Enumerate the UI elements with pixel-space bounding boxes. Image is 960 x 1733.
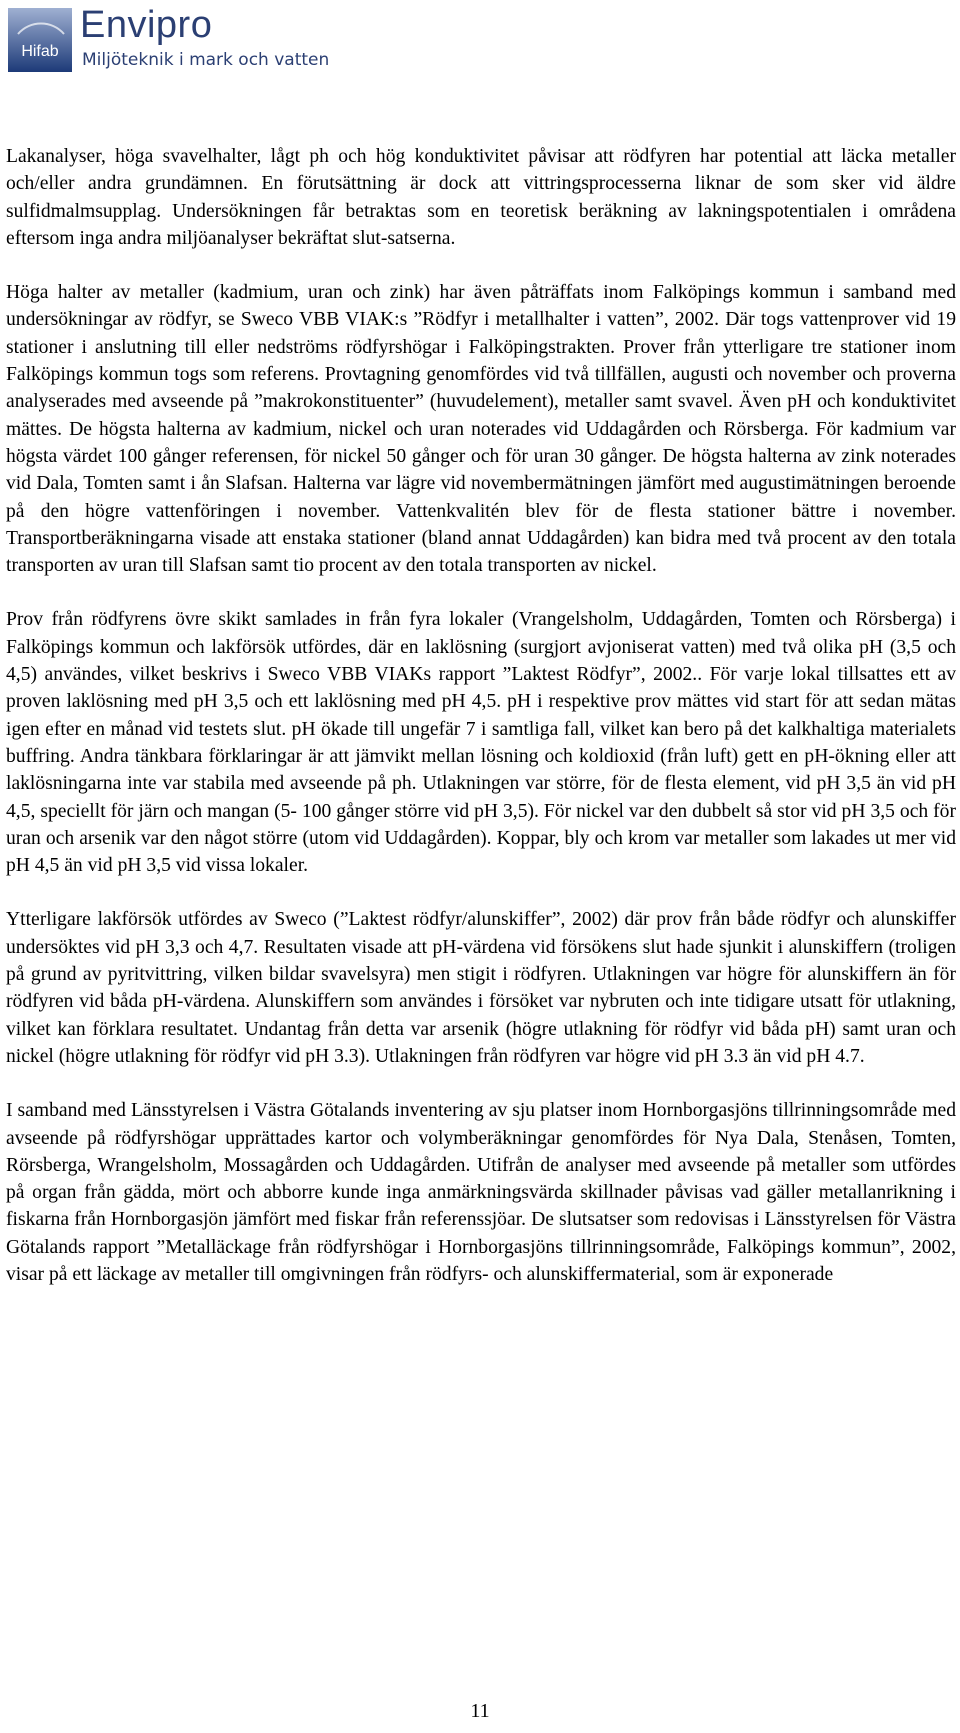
brand-name: Envipro [80,4,213,46]
paragraph-5: I samband med Länsstyrelsen i Västra Götalands inventering av sju platser inom Hornborgasjöns tillrinningsområde med avseende på rödfyrshögar upprättades kartor och volymberäkningar genomfördes för Nya Dala, Stenåsen, Tomten, Rörsberga, Wrangelsholm, Mossagården och Uddagården. Utifrån de analyser med avseende på metaller som utfördes på organ från gädda, mört och abborre kunde inga anmärkningsvärda skillnader påvisas vad gäller metallanrikning i fiskarna från Hornborgasjön jämfört med fiskar från referenssjöar. De slutsatser som redovisas i Länsstyrelsen för Västra Götalands rapport ”Metalläckage från rödfyrshögar i Hornborgasjöns tillrinningsområde, Falköpings kommun”, 2002, visar på ett läckage av metaller till omgivningen från rödfyrs- och alunskiffermaterial, som är exponerade [6,1100,956,1285]
document-body [6,143,956,1315]
paragraph-2: Höga halter av metaller (kadmium, uran och zink) har även påträffats inom Falköpings kommun i samband med undersökningar av rödfyr, se Sweco VBB VIAK:s ”Rödfyr i metallhalter i vatten”, 2002. Där togs vattenprover vid 19 stationer i anslutning till eller nedströms rödfyrshögar i Falköpingstrakten. Prover från ytterligare tre stationer inom Falköpings kommun togs som referens. Provtagning genomfördes vid två tillfällen, augusti och november och proverna analyserades med avseende på ”makrokonstituenter” (huvudelement), metaller samt svavel. Även pH och konduktivitet mättes. De högsta halterna av kadmium, nickel och uran noterades vid Uddagården och Rörsberga. För kadmium var högsta värdet 100 gånger referensen, för nickel 50 gånger och för uran 30 gånger. De högsta halterna av zink noterades vid Dala, Tomten samt i ån Slafsan. Halterna var lägre vid novembermätningen jämfört med augustimätningen beroende på den högre vattenföringen i november. Vattenkvalitén blev för de flesta stationer bättre i november. Transportberäkningarna visade att enstaka stationer (bland annat Uddagården) kan bidra med två procent av den totala transporten av uran till Slafsan samt tio procent av den totala transporten av nickel. [6,282,956,577]
paragraph-4: Ytterligare lakförsök utfördes av Sweco (”Laktest rödfyr/alunskiffer”, 2002) där prov från både rödfyr och alunskiffer undersöktes vid pH 3,3 och 4,7. Resultaten visade att pH-värdena vid försökens slut hade sjunkit i alunskiffern (troligen på grund av pyritvittring, vilken bildar svavelsyra) men stigit i rödfyren. Utlakningen var högre för alunskiffern än för rödfyren vid båda pH-värdena. Alunskiffern som användes i försöket var nybruten och inte tidigare utsatt för utlakning, vilket kan förklara resultatet. Undantag från detta var arsenik (högre utlakning för rödfyr vid båda pH) samt uran och nickel (högre utlakning för rödfyr vid pH 3.3). Utlakningen från rödfyren var högre vid pH 3.3 än vid pH 4.7. [6,909,956,1067]
page-header [0,0,960,90]
brand-tagline: Miljöteknik i mark och vatten [82,50,330,70]
page-number: 11 [470,1700,490,1722]
hifab-logo [8,8,72,72]
svg-text:Hifab: Hifab [21,43,59,60]
paragraph-1: Lakanalyser, höga svavelhalter, lågt ph och hög konduktivitet påvisar att rödfyren har potential att läcka metaller och/eller andra grundämnen. En förutsättning är dock att vittringsprocesserna liknar de som sker vid äldre sulfidmalmsupplag. Undersökningen får betraktas som en teoretisk beräkning av lakningspotentialen i områdena eftersom inga andra miljöanalyser bekräftat slut-satserna. [6,146,956,249]
paragraph-3: Prov från rödfyrens övre skikt samlades in från fyra lokaler (Vrangelsholm, Uddagården, Tomten och Rörsberga) i Falköpings kommun och lakförsök utfördes, där en laklösning (surgjort avjoniserat vatten) med två olika pH (3,5 och 4,5) användes, vilket beskrivs i Sweco VBB VIAKs rapport ”Laktest Rödfyr”, 2002.. För varje lokal tillsattes ett av proven laklösning med pH 3,5 och ett laklösning med pH 4,5. pH i respektive prov mättes vid start för att sedan mätas igen efter en månad vid testets slut. pH ökade till ungefär 7 i samtliga fall, vilket kan bero på det kalkhaltiga materialets buffring. Andra tänkbara förklaringar är att jämvikt mellan lösning och koldioxid (från luft) gett en pH-ökning eller att laklösningarna inte var stabila med avseende på ph. Utlakningen var större, för de flesta element, vid pH 3,5 än vid pH 4,5, speciellt för järn och mangan (5- 100 gånger större vid pH 3,5). För nickel var den dubbelt så stor vid pH 3,5 och för uran och arsenik var den något större (utom vid Uddagården). Koppar, bly och krom var metaller som lakades ut mer vid pH 4,5 än vid pH 3,5 vid vissa lokaler. [6,609,956,877]
